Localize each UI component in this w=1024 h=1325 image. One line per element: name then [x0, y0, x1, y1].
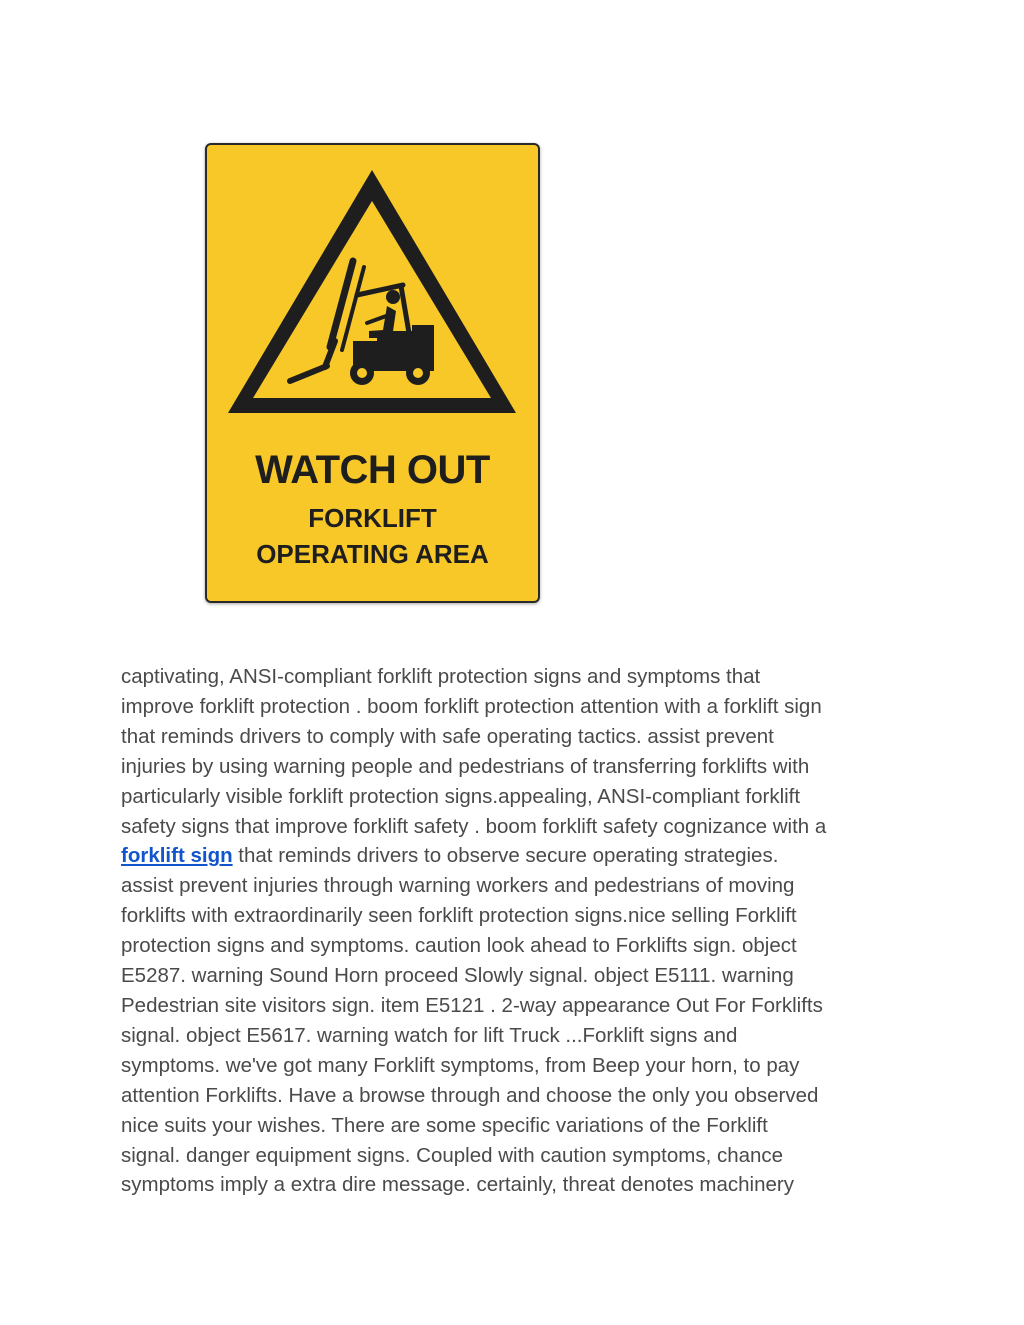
text-line: E5287. warning Sound Horn proceed Slowly signal. object E5111. warning [121, 964, 794, 988]
text-line: safety signs that improve forklift safety . boom forklift safety cognizance with a [121, 814, 827, 838]
text-line: injuries by using warning people and pedestrians of transferring forklifts with [121, 754, 810, 778]
text-after-link: that reminds drivers to observe secure operating strategies. [232, 844, 779, 868]
text-line: protection signs and symptoms. caution look ahead to Forklifts sign. object [121, 934, 797, 958]
text-line: symptoms imply a extra dire message. certainly, threat denotes machinery [121, 1173, 794, 1197]
sign-subheading: FORKLIFT [308, 503, 437, 533]
forklift-sign-link[interactable]: forklift sign [121, 844, 233, 868]
text-line: Pedestrian site visitors sign. item E5121 . 2-way appearance Out For Forklifts [121, 993, 823, 1017]
text-line: symptoms. we've got many Forklift symptoms, from Beep your horn, to pay [121, 1053, 800, 1077]
text-line: captivating, ANSI-compliant forklift protection signs and symptoms that [121, 665, 761, 688]
forklift-warning-sign [205, 143, 540, 603]
article-body [121, 662, 911, 1200]
text-line-with-link [121, 841, 911, 871]
text-line: particularly visible forklift protection signs.appealing, ANSI-compliant forklift [121, 784, 801, 808]
text-line: forklifts with extraordinarily seen forklift protection signs.nice selling Forklift [121, 904, 797, 928]
text-line: signal. object E5617. warning watch for lift Truck ...Forklift signs and [121, 1023, 738, 1047]
text-line: that reminds drivers to comply with safe operating tactics. assist prevent [121, 724, 774, 748]
sign-heading: WATCH OUT [255, 448, 490, 492]
text-line: improve forklift protection . boom forklift protection attention with a forklift sign [121, 694, 822, 718]
text-line: assist prevent injuries through warning workers and pedestrians of moving [121, 874, 795, 898]
text-line: signal. danger equipment signs. Coupled with caution symptoms, chance [121, 1143, 784, 1167]
text-line: attention Forklifts. Have a browse through and choose the only you observed [121, 1083, 819, 1107]
sign-subheading-2: OPERATING AREA [256, 539, 489, 569]
text-line: nice suits your wishes. There are some specific variations of the Forklift [121, 1113, 768, 1137]
